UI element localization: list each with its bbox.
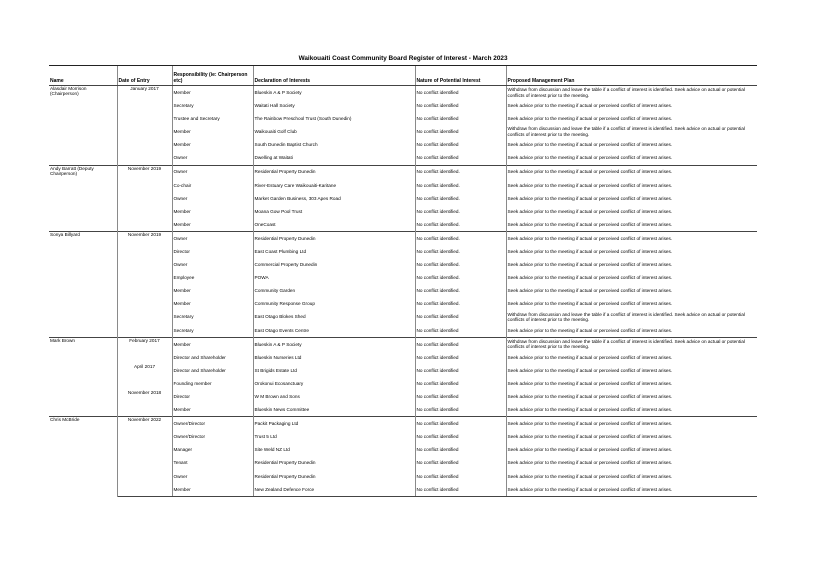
declaration-of-interest: Blueskin News Committee	[253, 403, 415, 417]
table-row	[49, 351, 757, 364]
table-row	[49, 192, 757, 205]
table-row	[49, 364, 757, 377]
management-plan: Seek advice prior to the meeting if actual or perceived conflict of interest arises.	[507, 102, 673, 108]
declaration-of-interest: Dwelling at Waitati	[253, 151, 415, 165]
date-of-entry	[117, 179, 172, 192]
nature-of-interest: No conflict identified.	[415, 179, 506, 192]
member-name: Sonya Billyard	[49, 232, 117, 338]
table-row	[49, 377, 757, 390]
declaration-of-interest: New Zealand Defence Force	[253, 483, 415, 497]
declaration-of-interest: Residential Property Dunedin	[253, 232, 415, 246]
declaration-of-interest: Packit Packaging Ltd	[253, 417, 415, 431]
table-row	[49, 324, 757, 338]
col-header-plan: Proposed Management Plan	[506, 66, 757, 86]
date-of-entry	[117, 138, 172, 151]
management-plan: Seek advice prior to the meeting if actual or perceived conflict of interest arises.	[507, 301, 673, 307]
declaration-of-interest: East Otago Events Centre	[253, 324, 415, 338]
declaration-of-interest: POWA	[253, 271, 415, 284]
column-header-row	[49, 66, 757, 86]
management-plan: Seek advice prior to the meeting if actual or perceived conflict of interest arises.	[507, 460, 673, 466]
responsibility: Owner	[172, 470, 253, 483]
date-of-entry: February 2017	[117, 337, 172, 351]
nature-of-interest: No conflict identified.	[415, 245, 506, 258]
table-row	[49, 245, 757, 258]
declaration-of-interest: South Dunedin Baptist Church	[253, 138, 415, 151]
responsibility: Member	[172, 284, 253, 297]
responsibility: Secretary	[172, 99, 253, 112]
table-row	[49, 165, 757, 179]
register-sheet	[49, 53, 757, 497]
declaration-of-interest: Residential Property Dunedin	[253, 457, 415, 470]
declaration-of-interest: Residential Property Dunedin	[253, 165, 415, 179]
management-plan: Seek advice prior to the meeting if actual or perceived conflict of interest arises.	[507, 116, 673, 122]
nature-of-interest: No conflict identified	[415, 86, 506, 100]
table-row	[49, 470, 757, 483]
table-row	[49, 298, 757, 311]
declaration-of-interest: Orokonui Ecosanctuary	[253, 377, 415, 390]
table-row	[49, 417, 757, 431]
responsibility: Owner	[172, 192, 253, 205]
management-plan: Withdraw from discussion and leave the table if a conflict of interest is identified. Seek advice on actual or potential conflicts of interest prior to the meeting.	[506, 337, 757, 351]
declaration-of-interest: East Otago Blokes Shed	[253, 311, 415, 324]
management-plan: Seek advice prior to the meeting if actual or perceived conflict of interest arises.	[507, 407, 673, 413]
nature-of-interest: No conflict identified	[415, 151, 506, 165]
declaration-of-interest: Community Response Group	[253, 298, 415, 311]
member-name: Andy Barratt (Deputy Chairperson)	[49, 165, 117, 231]
management-plan: Seek advice prior to the meeting if actual or perceived conflict of interest arises.	[507, 434, 673, 440]
management-plan: Withdraw from discussion and leave the table if a conflict of interest is identified. Seek advice on actual or potential conflicts of interest prior to the meeting.	[507, 126, 745, 137]
management-plan: Seek advice prior to the meeting if actual or perceived conflict of interest arises.	[507, 275, 673, 281]
management-plan: Withdraw from discussion and leave the table if a conflict of interest is identified. Seek advice on actual or potential conflicts of interest prior to the meeting.	[506, 86, 757, 100]
table-row	[49, 430, 757, 443]
responsibility: Member	[172, 403, 253, 417]
management-plan: Seek advice prior to the meeting if actual or perceived conflict of interest arises.	[506, 417, 757, 431]
date-of-entry	[117, 483, 172, 497]
responsibility: Secretary	[172, 311, 253, 324]
responsibility: Director	[172, 390, 253, 403]
responsibility: Owner/Director	[172, 430, 253, 443]
declaration-of-interest: Blueskin A & P Society	[253, 337, 415, 351]
date-of-entry	[117, 470, 172, 483]
nature-of-interest: No conflict identified.	[415, 232, 506, 246]
table-row	[49, 403, 757, 417]
management-plan: Seek advice prior to the meeting if actual or perceived conflict of interest arises.	[507, 195, 673, 201]
date-of-entry	[117, 284, 172, 297]
management-plan: Seek advice prior to the meeting if actual or perceived conflict of interest arises.	[507, 354, 673, 360]
management-plan: Seek advice prior to the meeting if actual or perceived conflict of interest arises.	[506, 483, 757, 497]
management-plan: Seek advice prior to the meeting if actual or perceived conflict of interest arises.	[507, 394, 673, 399]
management-plan: Seek advice prior to the meeting if actual or perceived conflict of interest arises.	[507, 367, 673, 373]
declaration-of-interest: Commercial Property Dunedin	[253, 258, 415, 271]
declaration-of-interest: River-Estuary Care Waikouaiti-Karitane	[253, 179, 415, 192]
management-plan: Seek advice prior to the meeting if actual or perceived conflict of interest arises.	[507, 380, 673, 386]
responsibility: Secretary	[172, 324, 253, 338]
date-of-entry	[117, 205, 172, 218]
declaration-of-interest: Blueskin A & P Society	[253, 86, 415, 100]
date-of-entry	[117, 457, 172, 470]
management-plan: Seek advice prior to the meeting if actual or perceived conflict of interest arises.	[507, 447, 673, 453]
nature-of-interest: No conflict identified.	[415, 258, 506, 271]
table-row	[49, 138, 757, 151]
member-name: Alasdair Morrison (Chairperson)	[49, 86, 117, 166]
date-of-entry	[117, 324, 172, 338]
table-row	[49, 125, 757, 138]
nature-of-interest: No conflict identified.	[415, 205, 506, 218]
col-header-name: Name	[49, 66, 117, 86]
declaration-of-interest: The Rainbow Preschool Trust (South Dunedin)	[253, 112, 415, 125]
nature-of-interest: No conflict identified.	[415, 284, 506, 297]
nature-of-interest: No conflict identified	[415, 470, 506, 483]
table-row	[49, 311, 757, 324]
date-of-entry	[117, 245, 172, 258]
nature-of-interest: No conflict identified	[415, 377, 506, 390]
management-plan: Seek advice prior to the meeting if actual or perceived conflict of interest arises.	[507, 262, 673, 268]
col-header-responsibility: Responsibility (ie: Chairperson etc)	[172, 66, 253, 86]
register-table	[49, 53, 757, 497]
responsibility: Employee	[172, 271, 253, 284]
declaration-of-interest: Community Garden	[253, 284, 415, 297]
date-of-entry: November 2019	[117, 232, 172, 246]
nature-of-interest: No conflict identified.	[415, 192, 506, 205]
register-title: Waikouaiti Coast Community Board Register of Interest - March 2023	[49, 53, 757, 66]
date-of-entry	[117, 298, 172, 311]
management-plan: Seek advice prior to the meeting if actual or perceived conflict of interest arises.	[507, 221, 673, 227]
declaration-of-interest: W M Brown and Sons	[253, 390, 415, 403]
nature-of-interest: No conflict identified.	[415, 271, 506, 284]
date-of-entry: November 2022	[117, 417, 172, 431]
table-row	[49, 258, 757, 271]
table-row	[49, 390, 757, 403]
responsibility: Director	[172, 245, 253, 258]
responsibility: Director and Shareholder	[172, 364, 253, 377]
responsibility: Director and Shareholder	[172, 351, 253, 364]
management-plan: Seek advice prior to the meeting if actual or perceived conflict of interest arises.	[507, 155, 673, 161]
date-of-entry	[117, 125, 172, 138]
nature-of-interest: No conflict identified.	[415, 218, 506, 232]
date-of-entry	[117, 218, 172, 232]
responsibility: Member	[172, 138, 253, 151]
member-name: Chris McBride	[49, 417, 117, 497]
date-of-entry	[117, 444, 172, 457]
table-row	[49, 205, 757, 218]
responsibility: Co-chair	[172, 179, 253, 192]
col-header-nature: Nature of Potential Interest	[415, 66, 506, 86]
management-plan: Seek advice prior to the meeting if actual or perceived conflict of interest arises.	[506, 165, 757, 179]
management-plan: Seek advice prior to the meeting if actual or perceived conflict of interest arises.	[507, 248, 673, 254]
nature-of-interest: No conflict identified	[415, 99, 506, 112]
responsibility: Member	[172, 125, 253, 138]
declaration-of-interest: Site Weld NZ Ltd	[253, 444, 415, 457]
declaration-of-interest: Blueskin Nurseries Ltd	[253, 351, 415, 364]
responsibility: Owner	[172, 151, 253, 165]
declaration-of-interest: Trust 5 Ltd	[253, 430, 415, 443]
responsibility: Owner	[172, 165, 253, 179]
nature-of-interest: No conflict identified	[415, 351, 506, 364]
responsibility: Member	[172, 337, 253, 351]
management-plan: Seek advice prior to the meeting if actual or perceived conflict of interest arises.	[507, 182, 673, 188]
table-row	[49, 337, 757, 351]
nature-of-interest: No conflict identified	[415, 430, 506, 443]
management-plan: Seek advice prior to the meeting if actual or perceived conflict of interest arises.	[507, 142, 673, 148]
responsibility: Tenant	[172, 457, 253, 470]
nature-of-interest: No conflict identified	[415, 324, 506, 338]
date-of-entry	[117, 311, 172, 324]
management-plan: Withdraw from discussion and leave the table if a conflict of interest is identified. Seek advice on actual or potential conflicts of interest prior to the meeting.	[507, 311, 745, 323]
management-plan: Seek advice prior to the meeting if actual or perceived conflict of interest arises.	[507, 473, 673, 479]
date-of-entry: January 2017	[117, 86, 172, 100]
declaration-of-interest: Waikouaiti Golf Club	[253, 125, 415, 138]
date-of-entry	[117, 99, 172, 112]
responsibility: Trustee and Secretary	[172, 112, 253, 125]
table-row	[49, 99, 757, 112]
table-row	[49, 284, 757, 297]
table-row	[49, 86, 757, 100]
declaration-of-interest: Residential Property Dunedin	[253, 470, 415, 483]
nature-of-interest: No conflict identified	[415, 112, 506, 125]
management-plan: Seek advice prior to the meeting if actual or perceived conflict of interest arises.	[506, 232, 757, 246]
management-plan: Seek advice prior to the meeting if actual or perceived conflict of interest arises.	[507, 288, 673, 294]
nature-of-interest: No conflict identified	[415, 390, 506, 403]
nature-of-interest: No conflict identified	[415, 444, 506, 457]
date-of-entry	[117, 430, 172, 443]
nature-of-interest: No conflict identified	[415, 138, 506, 151]
date-of-entry	[117, 258, 172, 271]
date-of-entry	[117, 112, 172, 125]
col-header-declaration: Declaration of Interests	[253, 66, 415, 86]
nature-of-interest: No conflict identified.	[415, 165, 506, 179]
table-row	[49, 151, 757, 165]
date-of-entry: April 2017	[117, 364, 172, 377]
date-of-entry	[117, 403, 172, 417]
nature-of-interest: No conflict identified	[415, 311, 506, 324]
date-of-entry: November 2018	[117, 390, 172, 403]
responsibility: Owner	[172, 232, 253, 246]
table-row	[49, 179, 757, 192]
responsibility: Owner/Director	[172, 417, 253, 431]
table-row	[49, 483, 757, 497]
responsibility: Member	[172, 218, 253, 232]
responsibility: Manager	[172, 444, 253, 457]
table-row	[49, 112, 757, 125]
declaration-of-interest: St Brigids Estate Ltd	[253, 364, 415, 377]
table-row	[49, 218, 757, 232]
management-plan: Seek advice prior to the meeting if actual or perceived conflict of interest arises.	[507, 327, 673, 333]
responsibility: Member	[172, 205, 253, 218]
nature-of-interest: No conflict identified	[415, 125, 506, 138]
col-header-date: Date of Entry	[117, 66, 172, 86]
responsibility: Member	[172, 86, 253, 100]
nature-of-interest: No conflict identified.	[415, 298, 506, 311]
date-of-entry	[117, 377, 172, 390]
nature-of-interest: No conflict identified	[415, 483, 506, 497]
declaration-of-interest: East Coast Plumbing Ltd	[253, 245, 415, 258]
nature-of-interest: No conflict identified	[415, 417, 506, 431]
date-of-entry	[117, 351, 172, 364]
declaration-of-interest: OneCoast	[253, 218, 415, 232]
date-of-entry	[117, 192, 172, 205]
table-row	[49, 271, 757, 284]
register-body	[49, 86, 757, 497]
table-row	[49, 232, 757, 246]
responsibility: Owner	[172, 258, 253, 271]
declaration-of-interest: Market Garden Business, 303 Apes Road	[253, 192, 415, 205]
nature-of-interest: No conflict identified	[415, 457, 506, 470]
date-of-entry: November 2019	[117, 165, 172, 179]
management-plan: Seek advice prior to the meeting if actual or perceived conflict of interest arises.	[507, 208, 673, 214]
date-of-entry	[117, 271, 172, 284]
responsibility: Member	[172, 483, 253, 497]
nature-of-interest: No conflict identified	[415, 337, 506, 351]
responsibility: Founding member	[172, 377, 253, 390]
declaration-of-interest: Moana Gow Pool Trust	[253, 205, 415, 218]
date-of-entry	[117, 151, 172, 165]
nature-of-interest: No conflict identified	[415, 364, 506, 377]
member-name: Mark Brown	[49, 337, 117, 417]
responsibility: Member	[172, 298, 253, 311]
table-row	[49, 457, 757, 470]
declaration-of-interest: Waitati Hall Society	[253, 99, 415, 112]
nature-of-interest: No conflict identified	[415, 403, 506, 417]
table-row	[49, 444, 757, 457]
